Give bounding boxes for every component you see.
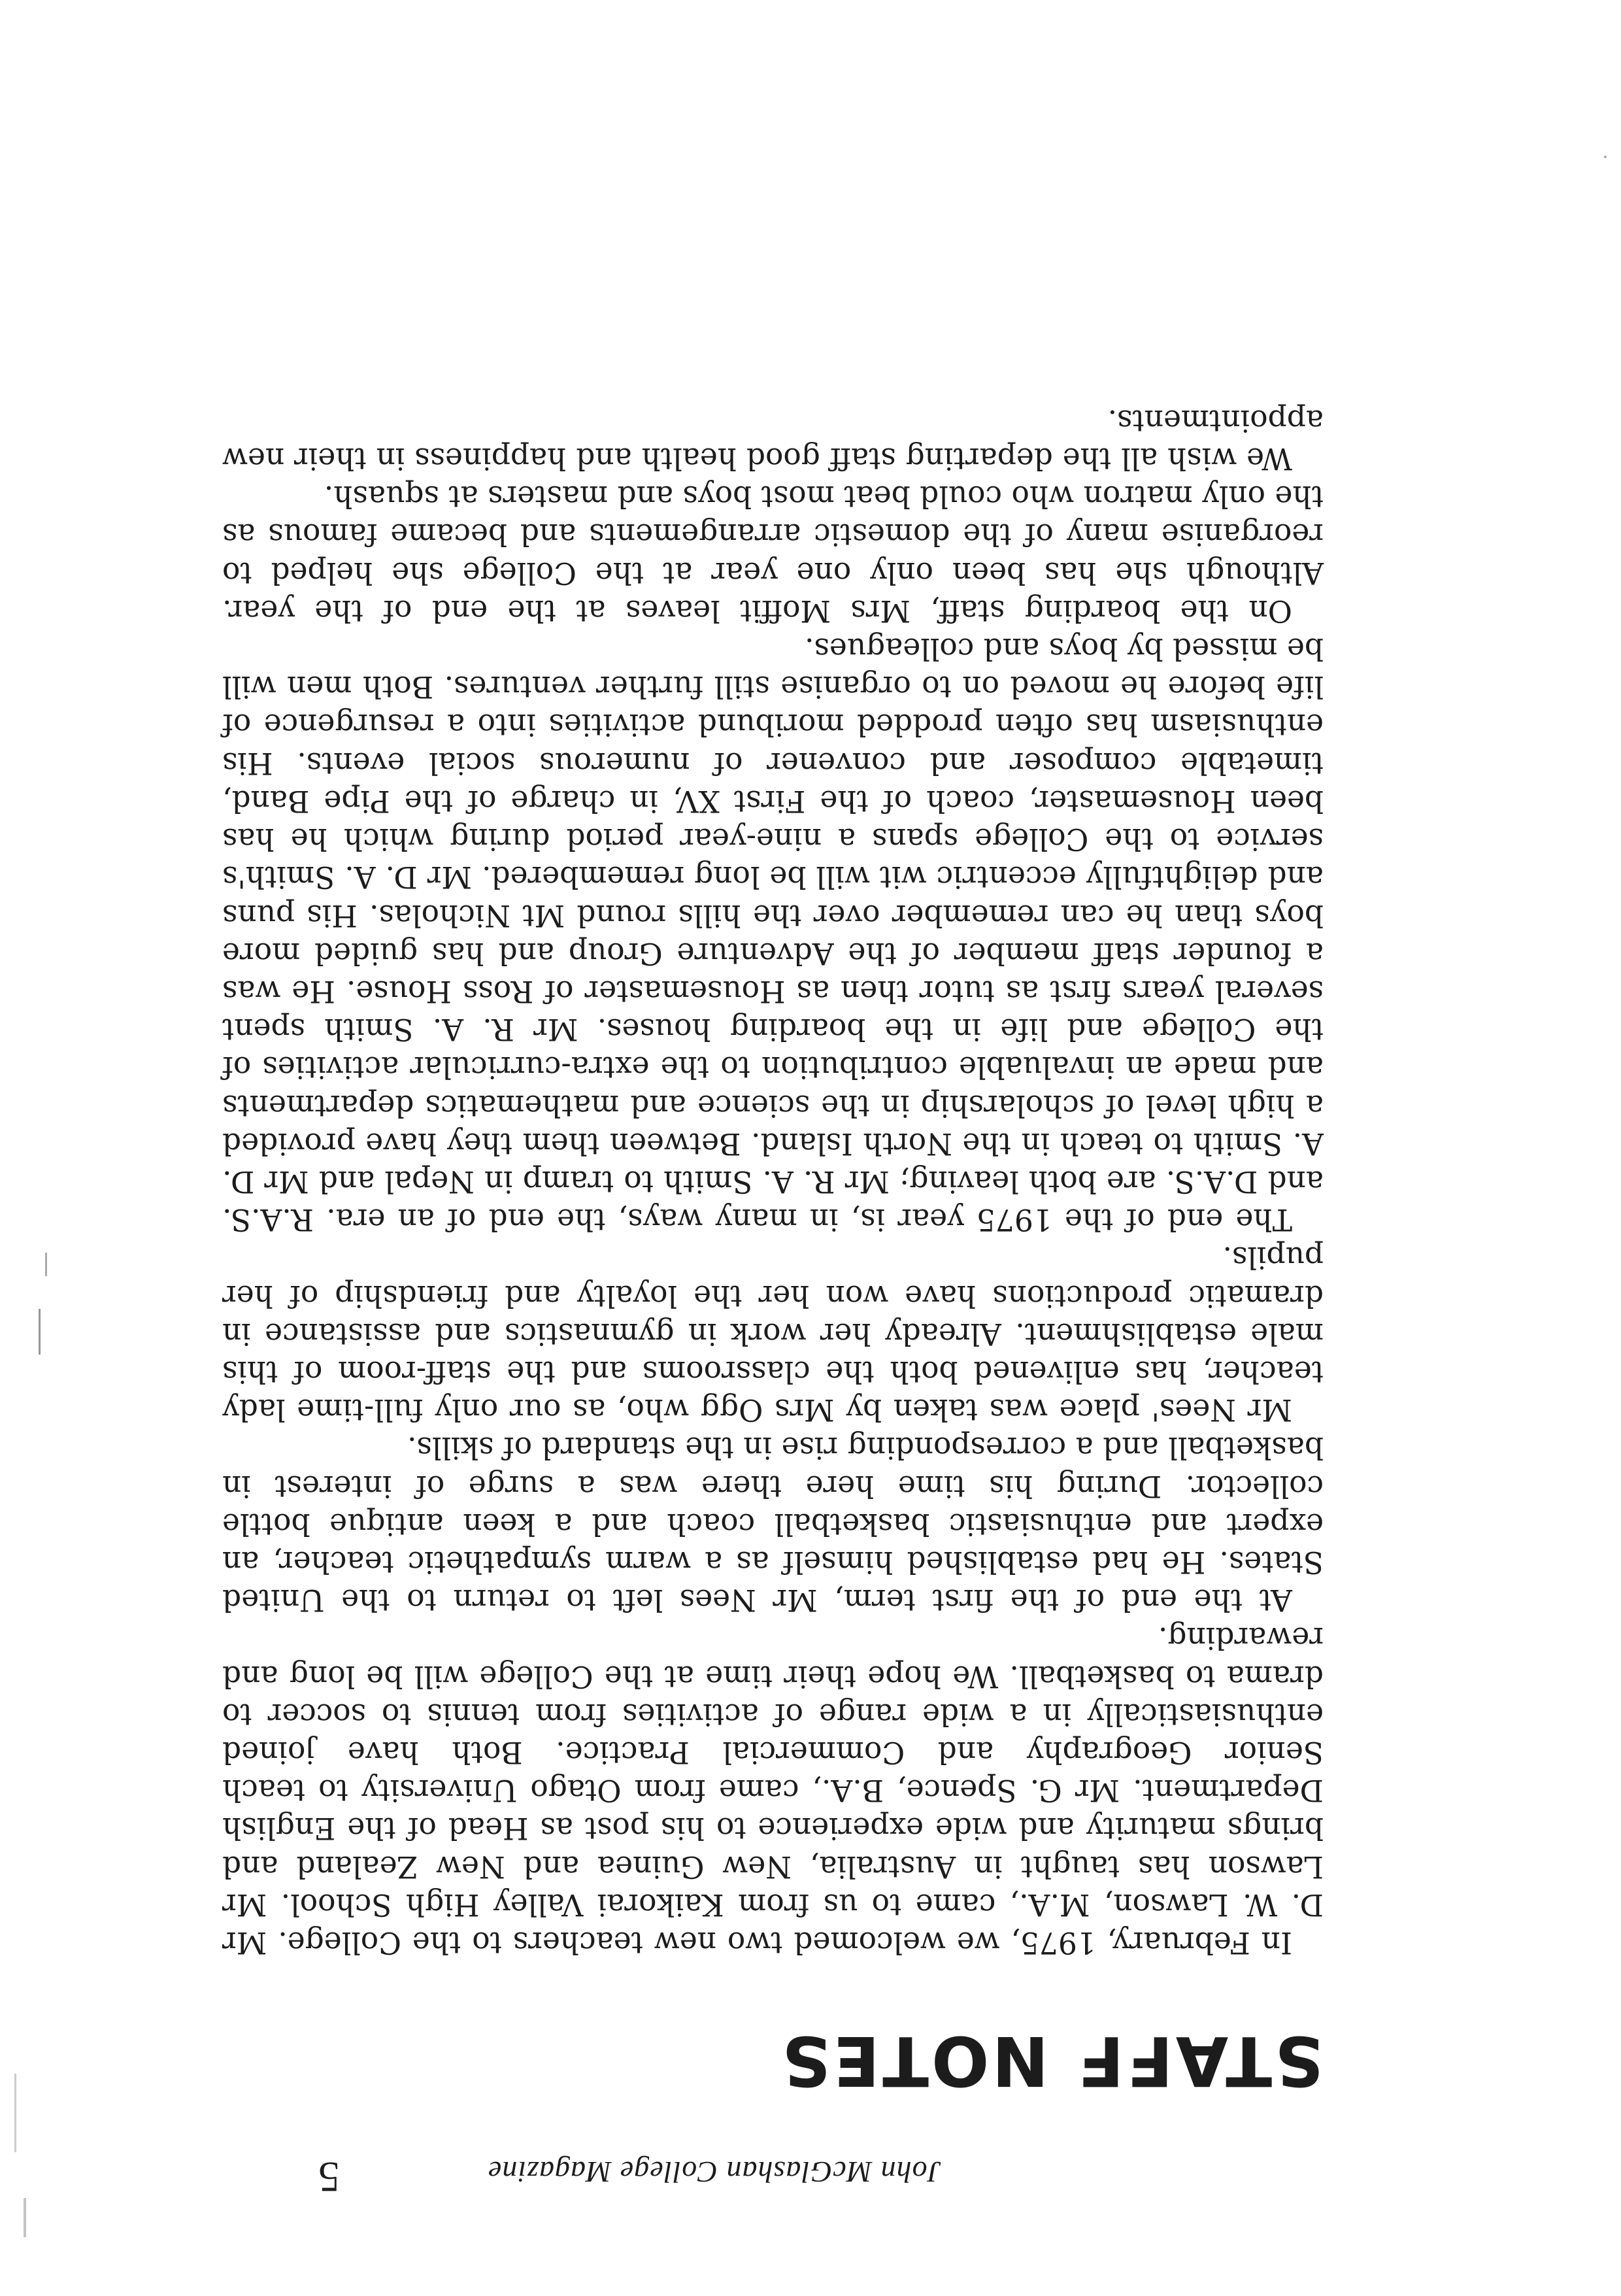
scan-speck [45, 1253, 47, 1276]
scan-speck [1604, 156, 1607, 158]
paragraph: In February, 1975, we welcomed two new teachers to the College. Mr D. W. Lawson, M.A., came to us from Kaikorai Valley High School. Mr Lawson has taught in Australia, New Guinea and New Zealand and brings maturity and wide experience to his post as Head of the English Department. Mr G. Spence, B.A., came from Otago University to teach Senior Geography and Commercial Practice. Both have joined enthusiastically in a wide range of activities from tennis to soccer to drama to basketball. We hope their time at the College will be long and rewarding. [222, 1621, 1324, 1960]
scan-speck [39, 1309, 41, 1355]
page-number: 5 [318, 2153, 340, 2201]
paragraph: Mr Nees' place was taken by Mrs Ogg who, as our only full-time lady teacher, has enlivened both the classrooms and the staff-room of this male establishment. Already her work in gymnastics and assistance in dramatic productions have won her the loyalty and friendship of her pupils. [222, 1240, 1324, 1428]
magazine-title: John McGlashan College Magazine [487, 2155, 941, 2189]
paragraph: At the end of the first term, Mr Nees left to return to the United States. He had established himself as a warm sympathetic teacher, an expert and enthusiastic basketball coach and a keen antique bottle collector. During his time here there was a surge of interest in basketball and a corresponding rise in the standard of skills. [222, 1430, 1324, 1618]
article-body [222, 401, 1324, 1961]
paragraph: On the boarding staff, Mrs Moffit leaves at the end of the year. Although she has been only one year at the College she helped to reorganise many of the domestic arrangements and became famous as the only matron who could beat most boys and masters at squash. [222, 479, 1324, 628]
scan-speck [24, 2198, 26, 2237]
running-header [288, 2136, 941, 2201]
paragraph: We wish all the departing staff good health and happiness in their new appointments. [222, 403, 1324, 477]
scan-speck [14, 2074, 16, 2152]
paragraph: The end of the 1975 year is, in many ways, the end of an era. R.A.S. and D.A.S. are both leaving; Mr R. A. Smith to tramp in Nepal and Mr D. A. Smith to teach in the North Island. Between them they have provided a high level of scholarship in the science and mathematics departments and made an invaluable contribution to the extra-curricular activities of the College and life in the boarding houses. Mr R. A. Smith spent several years first as tutor then as Housemaster of Ross House. He was a founder staff member of the Adventure Group and has guided more boys than he can remember over the hills round Mt Nicholas. His puns and delightfully eccentric wit will be long remembered. Mr D. A. Smith's service to the College spans a nine-year period during which he has been Housemaster, coach of the First XV, in charge of the Pipe Band, timetable composer and convener of numerous social events. His enthusiasm has often prodded moribund activities into a resurgence of life before he moved on to organise still further ventures. Both men will be missed by boys and colleagues. [222, 632, 1324, 1238]
article-title: STAFF NOTES [779, 2021, 1324, 2101]
